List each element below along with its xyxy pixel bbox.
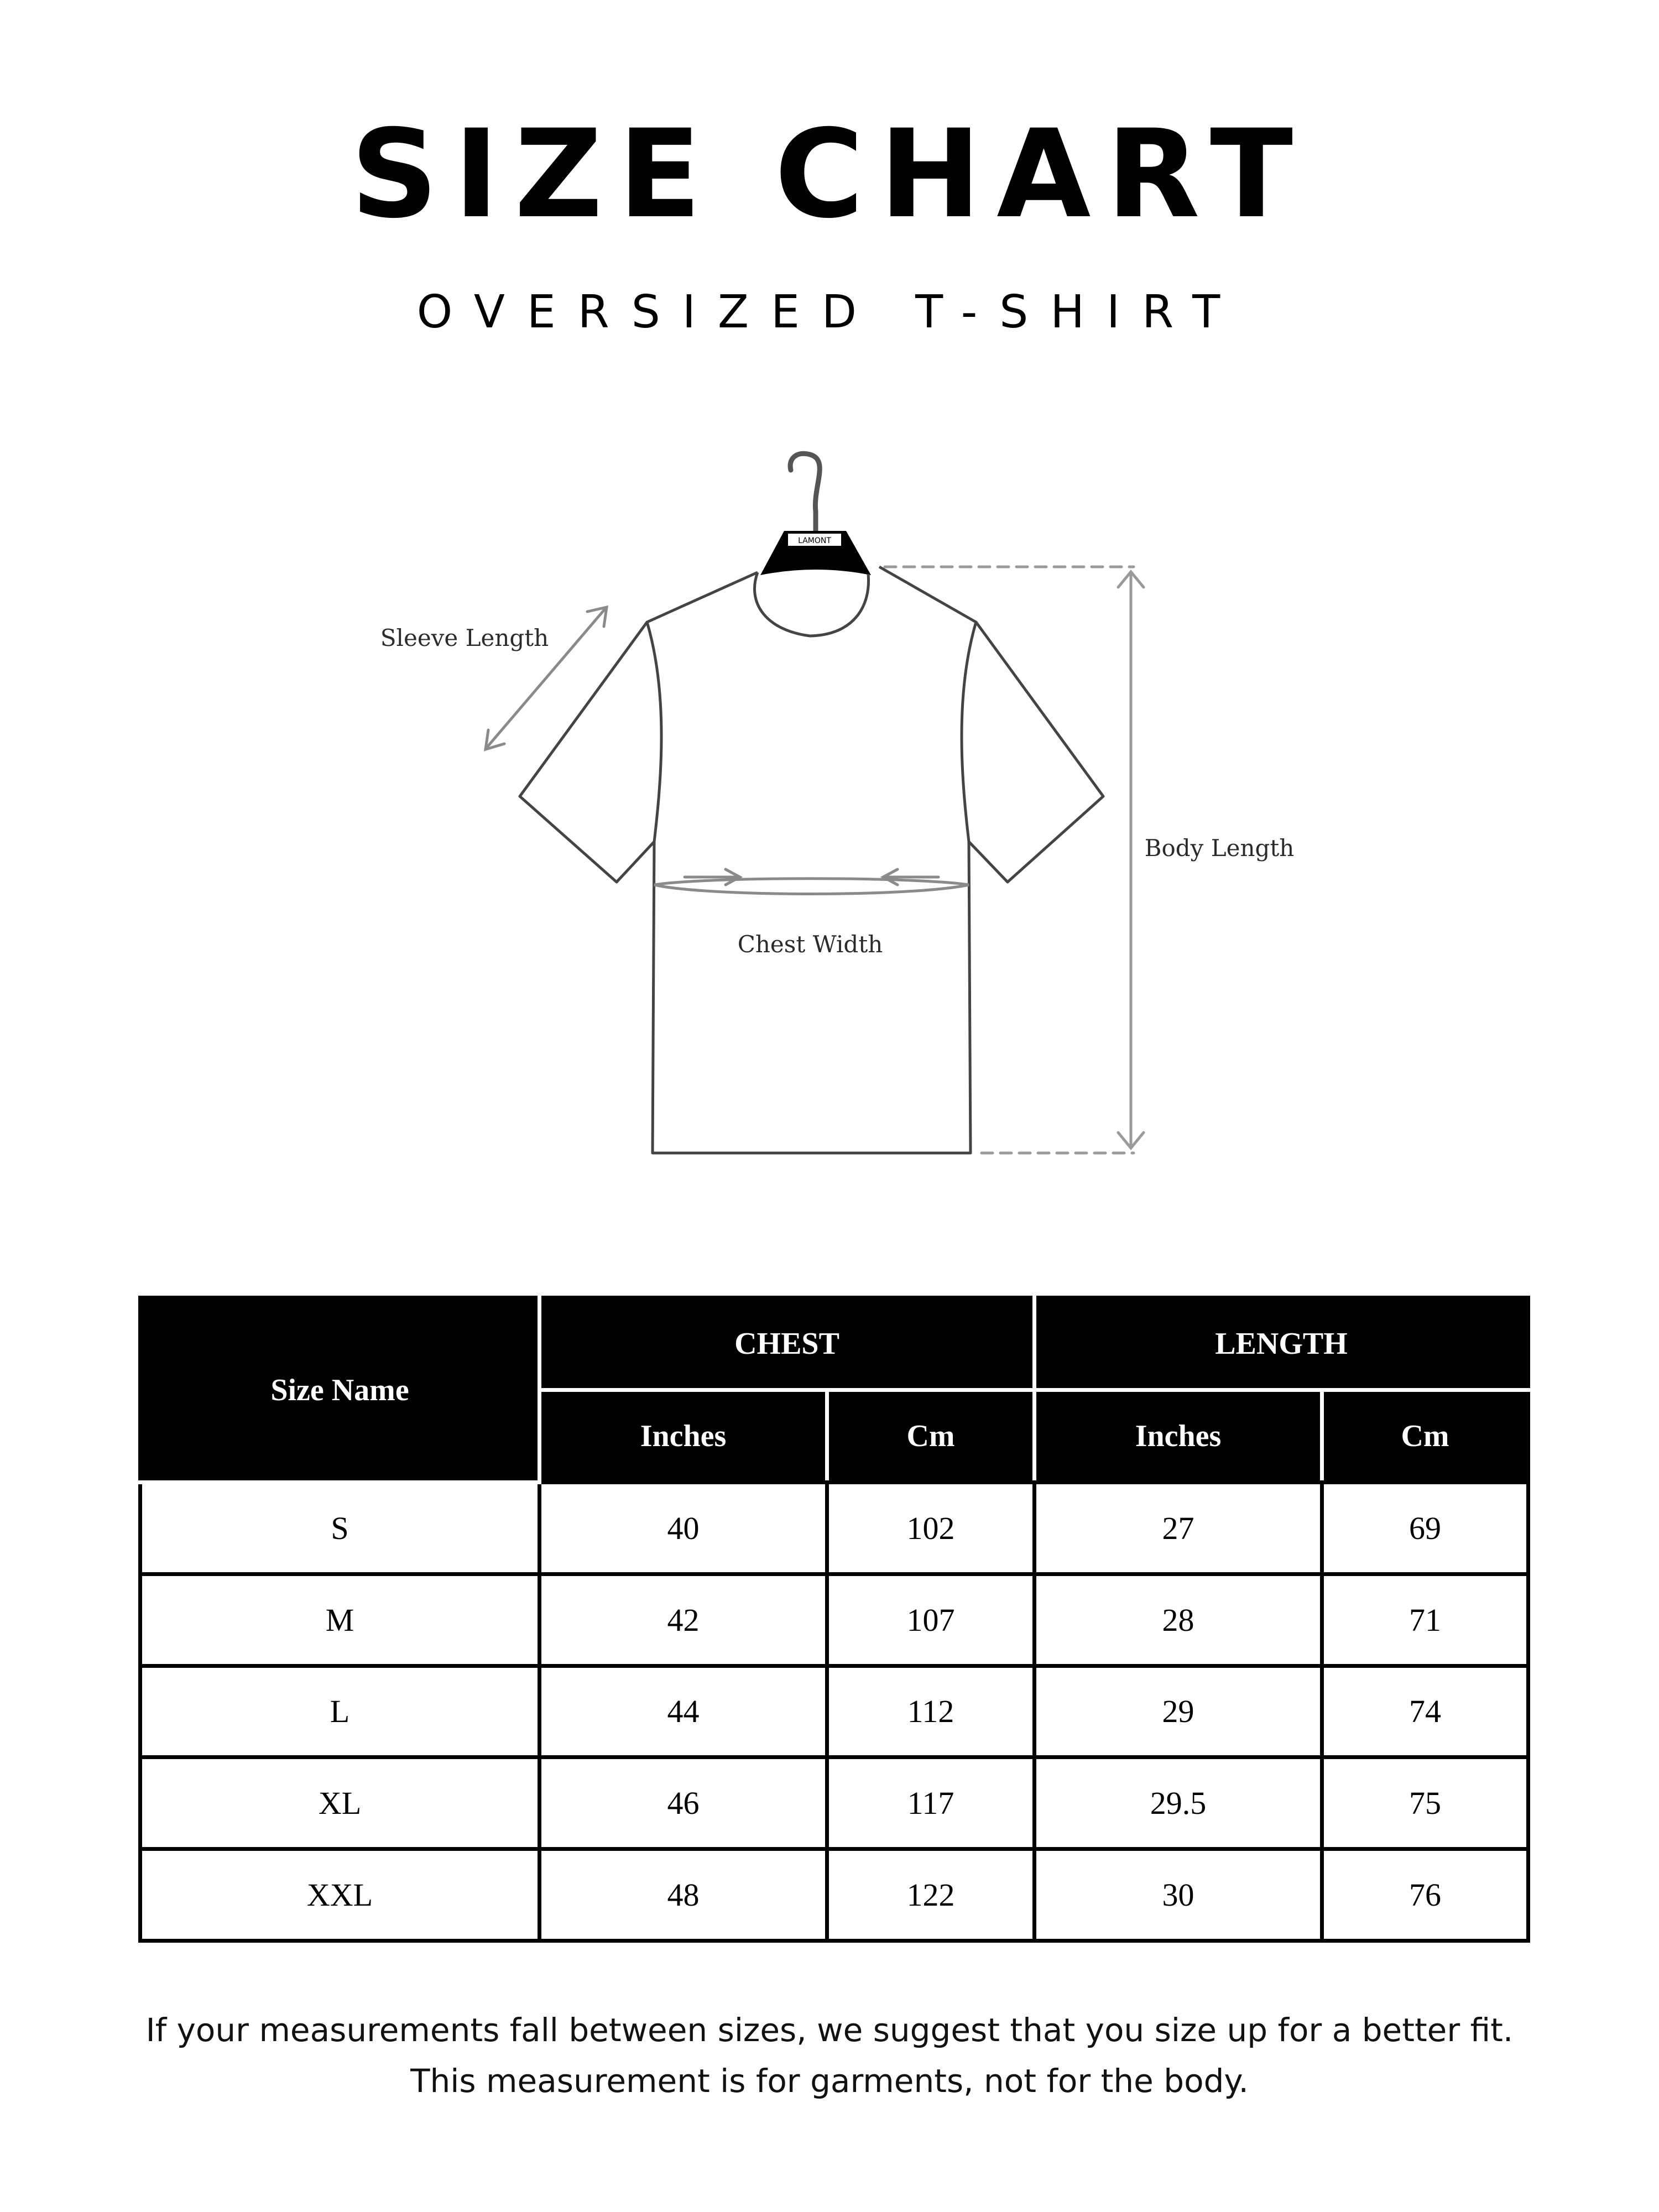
chest-width-arrows (654, 869, 969, 894)
chest-inches-cell: 48 (540, 1849, 827, 1941)
length-cm-cell: 69 (1322, 1483, 1528, 1574)
size-cell: M (140, 1574, 540, 1666)
chest-cm-cell: 117 (827, 1757, 1035, 1849)
length-inches-cell: 29.5 (1035, 1757, 1322, 1849)
length-cm-cell: 76 (1322, 1849, 1528, 1941)
size-table (138, 1296, 1530, 1943)
body-length-arrow (885, 567, 1144, 1153)
table-row (140, 1666, 1528, 1757)
page-subtitle: OVERSIZED T-SHIRT (416, 286, 1243, 338)
table-row (140, 1849, 1528, 1941)
unit-header: Inches (1035, 1390, 1322, 1483)
table-header-row (140, 1298, 1528, 1390)
length-cm-cell: 74 (1322, 1666, 1528, 1757)
chest-cm-cell: 102 (827, 1483, 1035, 1574)
page-title: SIZE CHART (350, 103, 1309, 245)
length-cm-cell: 71 (1322, 1574, 1528, 1666)
chest-cm-cell: 112 (827, 1666, 1035, 1757)
footnote-line: If your measurements fall between sizes, we suggest that you size up for a better fit. (145, 2011, 1514, 2049)
hanger-hook-icon (790, 453, 820, 539)
body-length-label: Body Length (1144, 834, 1295, 862)
chest-width-label: Chest Width (737, 931, 883, 958)
chest-inches-cell: 44 (540, 1666, 827, 1757)
footnote-line: This measurement is for garments, not for the body. (410, 2062, 1249, 2100)
chest-inches-cell: 40 (540, 1483, 827, 1574)
length-inches-cell: 28 (1035, 1574, 1322, 1666)
unit-header: Cm (1322, 1390, 1528, 1483)
tshirt-outline (520, 567, 1103, 1153)
hanger-tag-text: LAMONT (798, 536, 831, 545)
size-cell: XL (140, 1757, 540, 1849)
length-inches-cell: 27 (1035, 1483, 1322, 1574)
size-cell: S (140, 1483, 540, 1574)
size-cell: XXL (140, 1849, 540, 1941)
size-cell: L (140, 1666, 540, 1757)
length-inches-cell: 29 (1035, 1666, 1322, 1757)
length-group-header: LENGTH (1035, 1298, 1528, 1390)
size-name-header: Size Name (140, 1298, 540, 1483)
unit-header: Inches (540, 1390, 827, 1483)
tshirt-measurement-diagram (0, 431, 1659, 1217)
length-inches-cell: 30 (1035, 1849, 1322, 1941)
unit-header: Cm (827, 1390, 1035, 1483)
chest-cm-cell: 122 (827, 1849, 1035, 1941)
chest-inches-cell: 42 (540, 1574, 827, 1666)
chest-inches-cell: 46 (540, 1757, 827, 1849)
length-cm-cell: 75 (1322, 1757, 1528, 1849)
table-row (140, 1757, 1528, 1849)
table-row (140, 1483, 1528, 1574)
chest-group-header: CHEST (540, 1298, 1035, 1390)
chest-cm-cell: 107 (827, 1574, 1035, 1666)
footnote (0, 2005, 1659, 2106)
sleeve-length-label: Sleeve Length (380, 624, 549, 651)
table-row (140, 1574, 1528, 1666)
